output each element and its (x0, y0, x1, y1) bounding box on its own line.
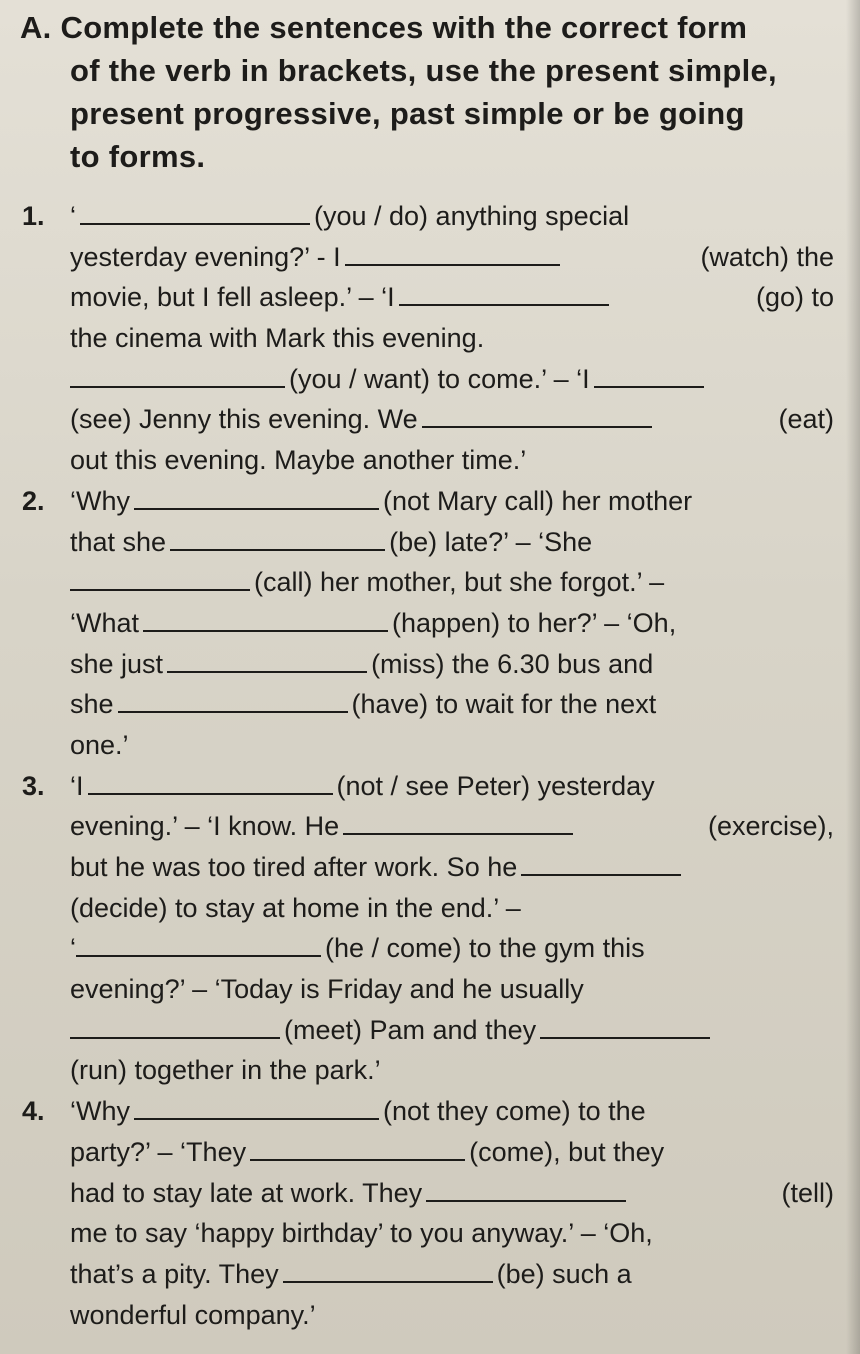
text: (have) to wait for the next (351, 689, 657, 720)
text: she just (70, 648, 164, 679)
instruction-line: to forms. (70, 139, 206, 174)
text: evening.’ – ‘I know. He (70, 811, 340, 842)
text: (eat) (778, 404, 834, 435)
exercise-2-line (22, 684, 834, 725)
exercise-4-line (22, 1173, 834, 1214)
answer-blank[interactable] (540, 1013, 710, 1039)
answer-blank[interactable] (521, 850, 681, 876)
exercise-1-line (22, 399, 834, 440)
text: (call) her mother, but she forgot.’ – (254, 567, 665, 598)
text: me to say ‘happy birthday’ to you anyway.’ – ‘Oh, (70, 1218, 653, 1249)
exercise-4-line (22, 1132, 834, 1173)
answer-blank[interactable] (345, 240, 560, 266)
exercise-1-line (22, 277, 834, 318)
answer-blank[interactable] (118, 687, 348, 713)
answer-blank[interactable] (70, 565, 250, 591)
answer-blank[interactable] (167, 647, 367, 673)
answer-blank[interactable] (134, 484, 379, 510)
answer-blank[interactable] (283, 1257, 493, 1283)
text: (be) late?’ – ‘She (389, 526, 593, 557)
exercise-2-line (22, 562, 834, 603)
text: ‘I (70, 770, 84, 801)
text: (miss) the 6.30 bus and (371, 648, 654, 679)
text: ‘ (70, 201, 76, 231)
text: ‘Why (70, 1096, 130, 1127)
text: ‘What (70, 607, 140, 638)
exercise-3-line (22, 1010, 834, 1051)
instruction-line: of the verb in brackets, use the present simple, (70, 53, 777, 88)
exercise-2-line (22, 522, 834, 563)
text: party?’ – ‘They (70, 1136, 247, 1167)
text: (come), but they (469, 1136, 665, 1167)
text: wonderful company.’ (70, 1299, 316, 1330)
exercise-3-line (22, 806, 834, 847)
text: but he was too tired after work. So he (70, 852, 518, 882)
text: (be) such a (496, 1258, 632, 1289)
answer-blank[interactable] (399, 280, 609, 306)
text: the cinema with Mark this evening. (70, 323, 485, 354)
text: out this evening. Maybe another time.’ (70, 445, 527, 476)
exercise-4-line (22, 1213, 834, 1254)
exercise-2-line (22, 644, 834, 685)
answer-blank[interactable] (80, 199, 310, 225)
text: (see) Jenny this evening. We (70, 404, 418, 435)
text: ‘ (70, 933, 76, 964)
text: one.’ (70, 729, 129, 760)
exercise-number: 3. (22, 770, 45, 801)
text: (not / see Peter) yesterday (336, 770, 655, 801)
answer-blank[interactable] (170, 525, 385, 551)
exercise-number: 2. (22, 485, 45, 516)
text: (you / do) anything special (314, 201, 630, 231)
text: (decide) to stay at home in the end.’ – (70, 892, 521, 923)
exercise-3-line (22, 928, 834, 969)
text: (not they come) to the (383, 1096, 646, 1127)
exercise-3-line (22, 847, 834, 888)
exercise-1-line (22, 318, 834, 359)
exercise-1-line (22, 237, 834, 278)
text: ‘Why (70, 485, 130, 516)
exercise-1-line (22, 196, 834, 237)
answer-blank[interactable] (250, 1135, 465, 1161)
exercise-3-line (22, 1050, 834, 1091)
text: evening?’ – ‘Today is Friday and he usually (70, 974, 584, 1005)
exercise-number: 4. (22, 1096, 45, 1127)
answer-blank[interactable] (422, 402, 652, 428)
answer-blank[interactable] (426, 1176, 626, 1202)
exercise-4-line (22, 1295, 834, 1336)
text: had to stay late at work. They (70, 1177, 423, 1208)
exercise-number: 1. (22, 201, 45, 231)
exercise-2-line (22, 603, 834, 644)
answer-blank[interactable] (594, 362, 704, 388)
text: (go) to (755, 282, 834, 313)
exercise-1-line (22, 359, 834, 400)
page-edge-shadow (846, 0, 860, 1354)
exercise-1-line (22, 440, 834, 481)
exercise-3-line (22, 969, 834, 1010)
answer-blank[interactable] (70, 362, 285, 388)
instruction-heading (20, 6, 840, 178)
text: (meet) Pam and they (284, 1014, 537, 1045)
text: movie, but I fell asleep.’ – ‘I (70, 282, 395, 313)
text: she (70, 689, 114, 720)
exercise-4-line (22, 1254, 834, 1295)
exercise-body (22, 196, 834, 1335)
text: that she (70, 526, 167, 557)
text: (watch) the (700, 241, 834, 272)
instruction-line: present progressive, past simple or be going (70, 96, 745, 131)
answer-blank[interactable] (76, 931, 321, 957)
text: (happen) to her?’ – ‘Oh, (392, 607, 677, 638)
answer-blank[interactable] (134, 1094, 379, 1120)
text: that’s a pity. They (70, 1258, 279, 1289)
text: (he / come) to the gym this (325, 933, 645, 964)
text: (run) together in the park.’ (70, 1055, 381, 1086)
text: (you / want) to come.’ – ‘I (289, 363, 590, 394)
answer-blank[interactable] (88, 769, 333, 795)
answer-blank[interactable] (143, 606, 388, 632)
exercise-4-line (22, 1091, 834, 1132)
text: (not Mary call) her mother (383, 485, 693, 516)
instruction-line: A. Complete the sentences with the correct form (20, 10, 748, 45)
text: yesterday evening?’ - I (70, 241, 341, 272)
text: (exercise), (707, 811, 834, 842)
text: (tell) (781, 1177, 834, 1208)
exercise-2-line (22, 481, 834, 522)
exercise-3-line (22, 766, 834, 807)
answer-blank[interactable] (343, 809, 573, 835)
answer-blank[interactable] (70, 1013, 280, 1039)
exercise-2-line (22, 725, 834, 766)
exercise-3-line (22, 888, 834, 929)
